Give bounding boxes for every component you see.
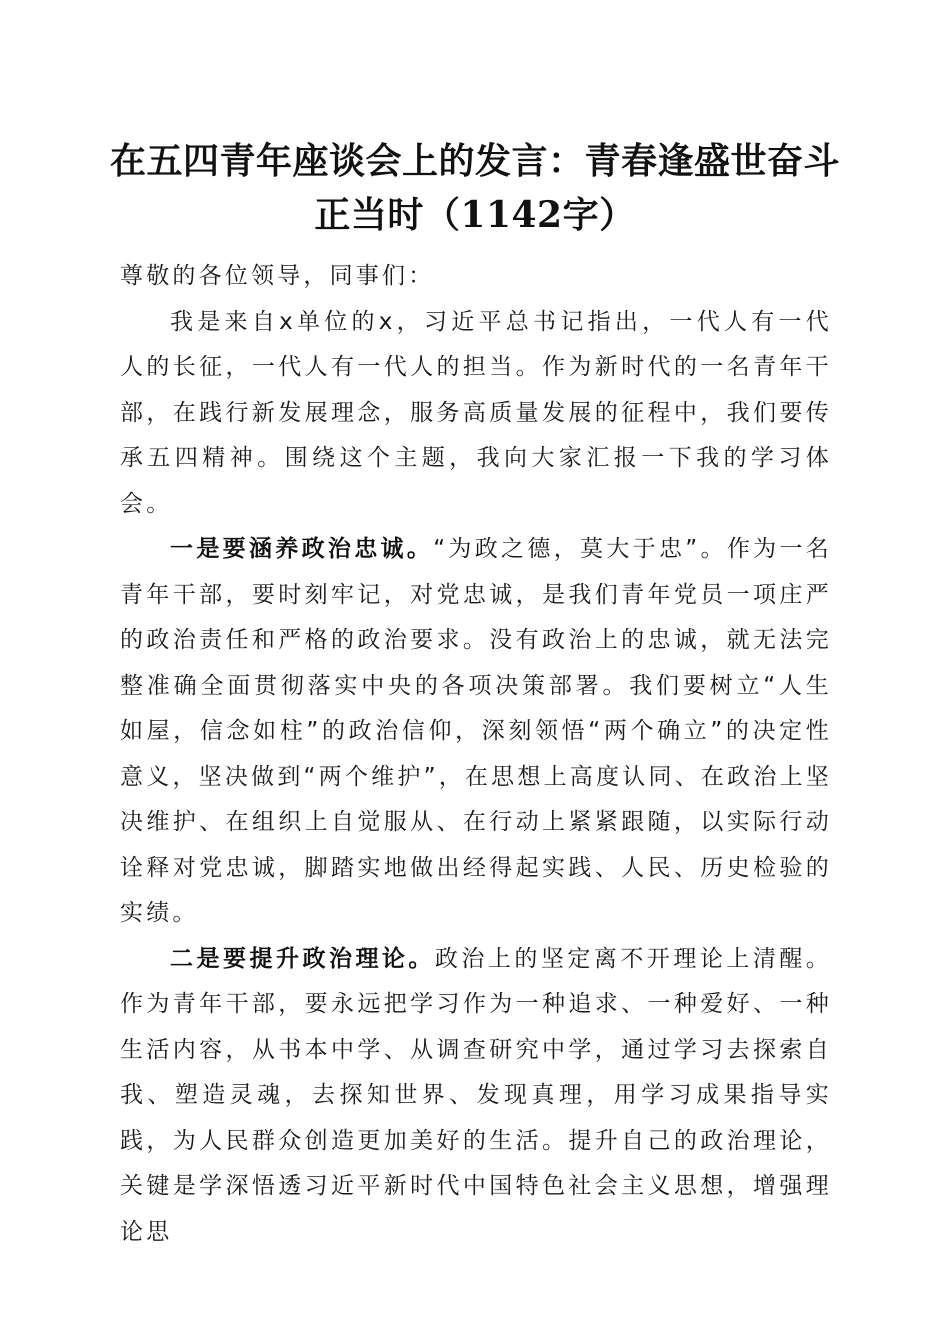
salutation: 尊敬的各位领导，同事们： <box>120 263 435 289</box>
paragraph-text: 政治上的坚定离不开理论上清醒。作为青年干部，要永远把学习作为一种追求、一种爱好、一种生活内容，从书本中学、从调查研究中学，通过学习去探索自我、塑造灵魂，去探知世界、发现真理，用学习成果指导实践，为人民群众创造更加美好的生活。提升自己的政治理论，关键是学深悟透习近平新时代中国特色社会主义思想，增强理论思 <box>120 945 833 1245</box>
title-line-2: 正当时（1142字） <box>314 194 636 236</box>
document-body <box>120 254 832 1255</box>
paragraph-political-loyalty <box>120 527 832 937</box>
document-title <box>110 134 840 242</box>
paragraph-lead: 一是要涵养政治忠诚。 <box>170 536 434 562</box>
paragraph-text: 我是来自x单位的x，习近平总书记指出，一代人有一代人的长征，一代人有一代人的担当。作为新时代的一名青年干部，在践行新发展理念，服务高质量发展的征程中，我们要传承五四精神。围绕这个主题，我向大家汇报一下我的学习体会。 <box>120 308 832 517</box>
paragraph-intro <box>120 300 832 528</box>
paragraph-lead: 二是要提升政治理论。 <box>170 945 435 972</box>
paragraph-political-theory <box>120 937 832 1256</box>
title-line-1: 在五四青年座谈会上的发言：青春逢盛世奋斗 <box>110 140 841 182</box>
paragraph-text: “为政之德，莫大于忠”。作为一名青年干部，要时刻牢记，对党忠诚，是我们青年党员一项庄严的政治责任和严格的政治要求。没有政治上的忠诚，就无法完整准确全面贯彻落实中央的各项决策部署。我们要树立“人生如屋，信念如柱”的政治信仰，深刻领悟“两个确立”的决定性意义，坚决做到“两个维护”，在思想上高度认同、在政治上坚决维护、在组织上自觉服从、在行动上紧紧跟随，以实际行动诠释对党忠诚，脚踏实地做出经得起实践、人民、历史检验的实绩。 <box>120 536 832 926</box>
